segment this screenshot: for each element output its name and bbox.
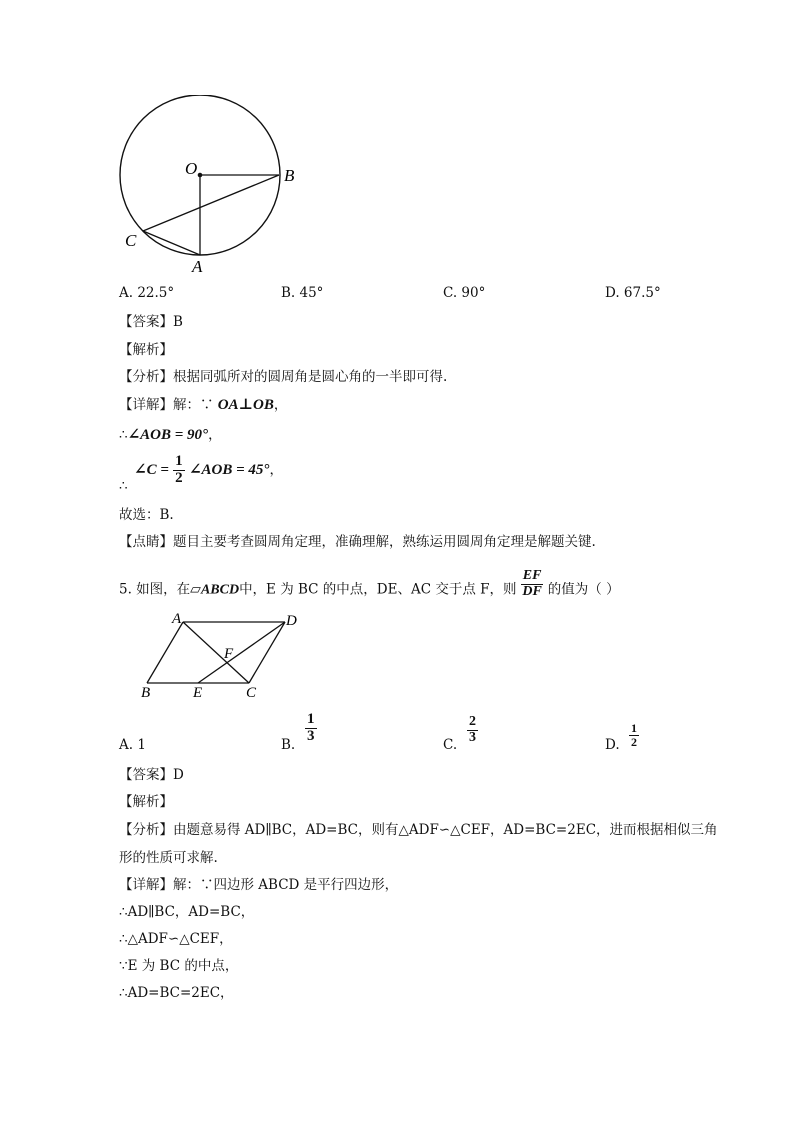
q5-choice-c-fraction: $\frac{2}{3}$ [469, 714, 476, 745]
math-angle-c: ∠C = [134, 461, 169, 478]
because-symbol: ∵ [200, 397, 214, 413]
q5-step-5: ∴AD=BC=2EC， [119, 985, 234, 1001]
stem-part-b: 中，E 为 BC 的中点，DE、AC 交于点 F，则 [239, 581, 517, 598]
stem-part-a: 5. 如图，在 [119, 581, 191, 598]
q4-step-angle-aob [119, 423, 222, 444]
label-f: F [224, 646, 234, 662]
xiangjie-tag: 【详解】 [119, 877, 173, 893]
label-c: C [125, 231, 137, 250]
fenxi-tag: 【分析】 [119, 369, 173, 385]
segment-ca [143, 231, 200, 255]
answer-value: B [173, 314, 183, 330]
q5-step-4: ∵E 为 BC 的中点， [119, 958, 239, 974]
xiangjie-tag: 【详解】 [119, 397, 173, 413]
comma: ， [269, 461, 283, 478]
q4-choice-b: B. 45° [281, 285, 324, 301]
q5-step-2: ∴AD∥BC，AD=BC， [119, 904, 255, 920]
fraction-ef-df: $\frac{EF}{DF}$ [522, 568, 542, 599]
q4-step-angle-c [134, 454, 283, 487]
label-d: D [286, 613, 297, 629]
dianjing-tag: 【点睛】 [119, 534, 173, 550]
q4-answer [119, 310, 183, 330]
q5-choice-d-fraction: $\frac{1}{2}$ [631, 721, 637, 749]
q5-choice-b-prefix: B. [281, 737, 296, 753]
therefore-symbol-2: ∴ [119, 478, 128, 494]
fraction-half: $\frac{1}{2}$ [175, 453, 183, 486]
dianjing-text: 题目主要考查圆周角定理，准确理解，熟练运用圆周角定理是解题关键. [173, 534, 596, 550]
q4-choice-d: D. 67.5° [605, 285, 661, 301]
q5-stem [119, 568, 620, 605]
label-c: C [246, 685, 257, 701]
comma: ， [208, 427, 222, 443]
q5-xiangjie [119, 873, 398, 893]
q4-choose: 故选：B. [119, 507, 174, 523]
q5-choice-d-prefix: D. [605, 737, 620, 753]
label-b: B [141, 685, 151, 701]
q5-step-3: ∴△ADF∽△CEF， [119, 931, 233, 947]
label-e: E [193, 685, 203, 701]
q5-answer [119, 763, 184, 783]
segment-de [198, 622, 285, 683]
q4-xiangjie [119, 393, 287, 414]
label-b: B [284, 166, 295, 185]
segment-cb [143, 175, 279, 231]
stem-part-c: 的值为（ ） [547, 581, 620, 598]
q4-fenxi [119, 365, 447, 385]
q5-choice-b-fraction: $\frac{1}{3}$ [307, 711, 315, 744]
fenxi-tag: 【分析】 [119, 822, 173, 838]
math-angle-aob-45: ∠AOB = 45° [188, 461, 270, 478]
q5-analysis-tag: 【解析】 [119, 794, 173, 810]
q4-dianjing [119, 530, 596, 550]
q4-choice-c: C. 90° [443, 285, 486, 301]
segment-ac [183, 622, 249, 683]
label-a: A [172, 611, 182, 627]
answer-tag: 【答案】 [119, 767, 173, 783]
q5-choice-a: A. 1 [119, 737, 146, 753]
q4-choice-a: A. 22.5° [119, 285, 175, 301]
parallelogram-figure [135, 608, 310, 703]
fenxi-text: 根据同弧所对的圆周角是圆心角的一半即可得. [173, 369, 448, 385]
parallelogram-symbol: ▱ABCD [190, 582, 240, 598]
answer-tag: 【答案】 [119, 314, 173, 330]
comma: ， [273, 397, 288, 413]
q5-fenxi-line1 [119, 818, 718, 838]
math-angle-aob: ∠AOB = 90° [127, 427, 209, 443]
fenxi-text-1: 由题意易得 AD∥BC，AD=BC，则有△ADF∽△CEF，AD=BC=2EC，进而根据相似三角 [173, 822, 718, 838]
label-o: O [185, 159, 198, 178]
answer-value: D [173, 767, 184, 783]
segment-dc [249, 622, 285, 683]
q4-analysis-tag: 【解析】 [119, 342, 173, 358]
circle-figure [110, 95, 310, 280]
center-dot [198, 173, 203, 178]
q5-choice-c-prefix: C. [443, 737, 458, 753]
math-oa-perp-ob: OA⊥OB [217, 397, 274, 413]
q5-fenxi-line2: 形的性质可求解. [119, 850, 218, 866]
label-a: A [192, 257, 203, 276]
segment-ab [147, 622, 183, 683]
xiangjie-intro: 解： [173, 397, 200, 413]
therefore-symbol: ∴ [119, 427, 128, 443]
step-1: 解：∵四边形 ABCD 是平行四边形， [173, 877, 399, 893]
